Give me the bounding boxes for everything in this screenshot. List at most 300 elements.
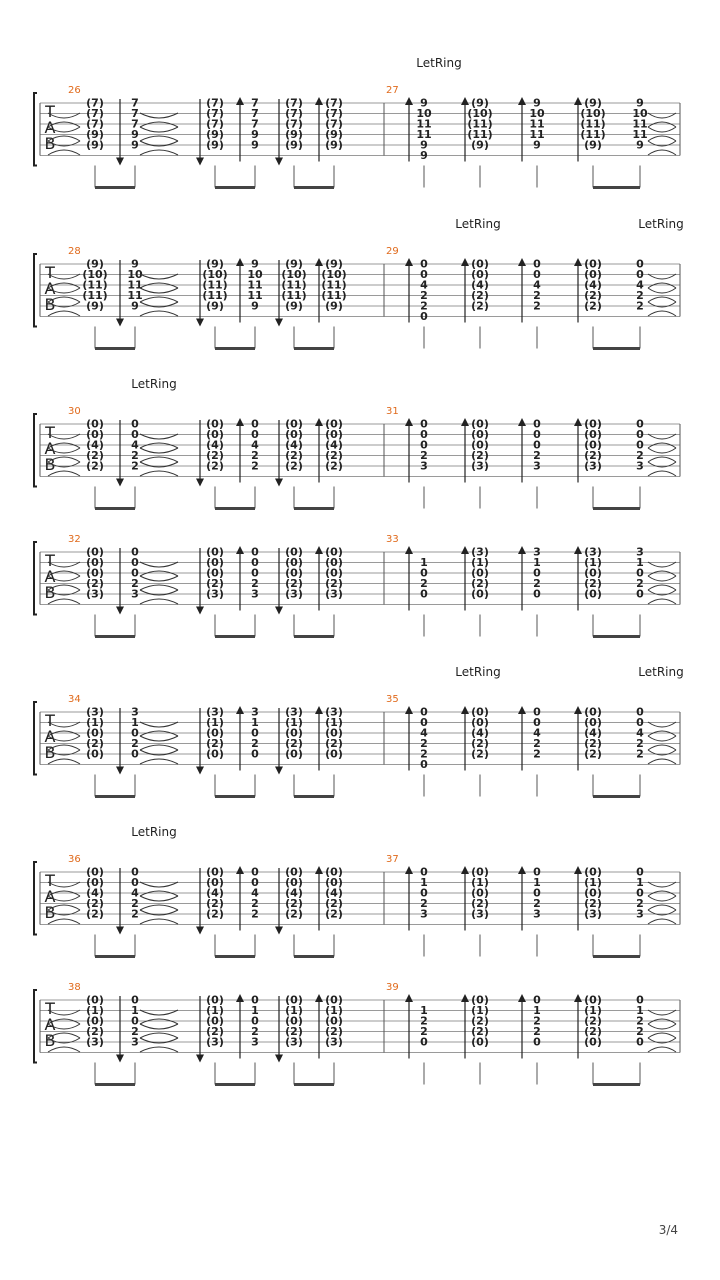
fret-number: 4 (251, 438, 259, 452)
fret-number: 9 (420, 96, 428, 110)
tab-clef-letter: A (44, 727, 56, 746)
fret-number: 11 (529, 128, 545, 141)
fret-number: (0) (471, 566, 489, 580)
fret-number: 0 (420, 257, 428, 271)
fret-number: (2) (471, 577, 489, 590)
fret-number: 2 (636, 1025, 644, 1038)
fret-number: (3) (285, 587, 303, 601)
fret-number: 1 (131, 716, 139, 729)
fret-number: (2) (206, 459, 224, 473)
fret-number: (0) (285, 545, 303, 559)
fret-number: 0 (533, 1035, 541, 1049)
fret-number: (0) (471, 587, 489, 601)
fret-number: (1) (86, 1004, 104, 1017)
fret-number: (0) (325, 417, 343, 431)
strum-up-arrow (461, 994, 469, 1002)
fret-number: 2 (131, 449, 139, 462)
fret-number: (1) (584, 556, 602, 569)
fret-number: (2) (471, 1025, 489, 1038)
tie-arc (140, 919, 178, 924)
fret-number: 1 (533, 1004, 541, 1017)
fret-number: (7) (206, 96, 224, 110)
fret-number: 9 (420, 138, 428, 152)
strum-up-arrow (236, 706, 244, 714)
fret-number: 3 (131, 1035, 139, 1049)
fret-number: (9) (325, 128, 343, 141)
fret-number: 0 (251, 566, 259, 580)
fret-number: (0) (584, 705, 602, 719)
fret-number: (10) (202, 268, 228, 281)
fret-number: 0 (636, 566, 644, 580)
tie-arc (648, 905, 676, 910)
fret-number: (2) (471, 449, 489, 462)
fret-number: 3 (636, 907, 644, 921)
fret-number: (0) (584, 1035, 602, 1049)
strum-up-arrow (236, 866, 244, 874)
fret-number: 11 (632, 117, 648, 131)
fret-number: (2) (285, 1025, 303, 1038)
measure-number: 33 (386, 534, 399, 545)
fret-number: (3) (471, 545, 489, 559)
measure-number: 29 (386, 246, 399, 257)
fret-number: 11 (529, 117, 545, 131)
strum-up-arrow (405, 866, 413, 874)
fret-number: 0 (636, 716, 644, 729)
strum-down-arrow (275, 1055, 283, 1063)
fret-number: (2) (325, 737, 343, 750)
fret-number: (11) (467, 128, 493, 141)
fret-number: 2 (131, 897, 139, 910)
fret-number: (1) (584, 1004, 602, 1017)
fret-number: (2) (471, 289, 489, 302)
fret-number: 11 (416, 128, 432, 141)
fret-number: (0) (86, 865, 104, 879)
fret-number: (2) (206, 737, 224, 750)
fret-number: (0) (471, 705, 489, 719)
fret-number: (0) (285, 428, 303, 441)
fret-number: (4) (584, 278, 602, 292)
fret-number: (11) (321, 278, 347, 292)
fret-number: 0 (131, 865, 139, 879)
strum-down-arrow (275, 927, 283, 935)
fret-number: (3) (584, 545, 602, 559)
fret-number: 0 (420, 566, 428, 580)
fret-number: (1) (471, 556, 489, 569)
fret-number: (2) (86, 737, 104, 750)
fret-number: (3) (206, 1035, 224, 1049)
fret-number: 0 (533, 566, 541, 580)
fret-number: (0) (471, 417, 489, 431)
fret-number: 3 (636, 459, 644, 473)
fret-number: 2 (636, 1014, 644, 1028)
tab-clef-letter: T (45, 551, 55, 570)
fret-number: 0 (131, 993, 139, 1007)
tie-arc (648, 896, 676, 901)
fret-number: (1) (86, 716, 104, 729)
fret-number: (0) (325, 865, 343, 879)
fret-number: 2 (636, 577, 644, 590)
fret-number: (0) (86, 545, 104, 559)
tab-clef-letter: B (44, 743, 56, 762)
let-ring-label: LetRing (638, 665, 684, 679)
tie-arc (140, 905, 178, 910)
measure-number: 38 (68, 982, 81, 993)
tab-clef-letter: A (44, 439, 56, 458)
fret-number: (9) (285, 138, 303, 152)
fret-number: 2 (131, 907, 139, 921)
strum-up-arrow (236, 97, 244, 105)
fret-number: (0) (471, 1035, 489, 1049)
fret-number: (9) (86, 138, 104, 152)
tie-arc (140, 1047, 178, 1052)
fret-number: (0) (584, 865, 602, 879)
strum-down-arrow (196, 927, 204, 935)
strum-up-arrow (461, 866, 469, 874)
strum-up-arrow (315, 258, 323, 266)
fret-number: 0 (636, 438, 644, 452)
fret-number: 9 (131, 128, 139, 141)
fret-number: 0 (636, 257, 644, 271)
fret-number: 0 (420, 865, 428, 879)
fret-number: 0 (131, 726, 139, 740)
fret-number: (11) (202, 278, 228, 292)
fret-number: 0 (251, 545, 259, 559)
fret-number: (3) (325, 1035, 343, 1049)
fret-number: 2 (533, 1014, 541, 1028)
fret-number: (7) (285, 107, 303, 120)
fret-number: 0 (420, 428, 428, 441)
tab-clef-letter: A (44, 1015, 56, 1034)
fret-number: 2 (420, 1014, 428, 1028)
fret-number: (0) (206, 865, 224, 879)
measure-number: 26 (68, 85, 81, 96)
tab-clef-letter: T (45, 102, 55, 121)
strum-down-arrow (196, 607, 204, 615)
measure-number: 32 (68, 534, 81, 545)
fret-number: 2 (420, 449, 428, 462)
fret-number: 1 (420, 1004, 428, 1017)
fret-number: (0) (285, 417, 303, 431)
fret-number: (0) (285, 876, 303, 889)
fret-number: 0 (251, 876, 259, 889)
fret-number: 4 (533, 278, 541, 292)
strum-up-arrow (574, 866, 582, 874)
fret-number: 4 (131, 886, 139, 900)
strum-up-arrow (405, 994, 413, 1002)
fret-number: (9) (325, 299, 343, 313)
tab-clef-letter: A (44, 279, 56, 298)
fret-number: (11) (82, 278, 108, 292)
fret-number: (2) (325, 577, 343, 590)
fret-number: 0 (131, 1014, 139, 1028)
fret-number: 0 (420, 587, 428, 601)
fret-number: 7 (251, 117, 259, 131)
fret-number: (0) (86, 726, 104, 740)
fret-number: 2 (420, 737, 428, 750)
tie-arc (648, 1024, 676, 1029)
fret-number: (7) (86, 107, 104, 120)
fret-number: (0) (86, 566, 104, 580)
strum-up-arrow (461, 706, 469, 714)
fret-number: 2 (251, 449, 259, 462)
fret-number: (7) (206, 107, 224, 120)
fret-number: (11) (202, 289, 228, 302)
strum-up-arrow (574, 546, 582, 554)
strum-down-arrow (116, 158, 124, 166)
tie-arc (648, 736, 676, 741)
fret-number: (4) (285, 886, 303, 900)
fret-number: 2 (251, 897, 259, 910)
strum-up-arrow (461, 97, 469, 105)
fret-number: (2) (86, 449, 104, 462)
fret-number: (11) (321, 289, 347, 302)
fret-number: (0) (86, 993, 104, 1007)
fret-number: 0 (131, 747, 139, 761)
fret-number: (2) (471, 747, 489, 761)
fret-number: 9 (131, 299, 139, 313)
fret-number: 0 (251, 747, 259, 761)
let-ring-label: LetRing (455, 217, 501, 231)
let-ring-label: LetRing (638, 217, 684, 231)
fret-number: 0 (420, 716, 428, 729)
strum-up-arrow (518, 706, 526, 714)
fret-number: (4) (325, 438, 343, 452)
strum-down-arrow (116, 607, 124, 615)
fret-number: 0 (251, 428, 259, 441)
strum-up-arrow (518, 258, 526, 266)
fret-number: (0) (206, 726, 224, 740)
fret-number: (0) (471, 257, 489, 271)
fret-number: (0) (584, 993, 602, 1007)
fret-number: (7) (285, 96, 303, 110)
fret-number: 9 (533, 96, 541, 110)
tab-clef-letter: B (44, 1031, 56, 1050)
fret-number: (0) (325, 993, 343, 1007)
fret-number: 7 (131, 107, 139, 120)
fret-number: 0 (420, 1035, 428, 1049)
fret-number: (0) (471, 886, 489, 900)
strum-up-arrow (405, 97, 413, 105)
strum-up-arrow (405, 258, 413, 266)
fret-number: 0 (131, 876, 139, 889)
fret-number: (1) (285, 716, 303, 729)
measure-number: 35 (386, 694, 399, 705)
fret-number: 10 (632, 107, 648, 120)
fret-number: 2 (251, 1025, 259, 1038)
fret-number: (2) (584, 1014, 602, 1028)
fret-number: (11) (580, 128, 606, 141)
tie-arc (140, 736, 178, 741)
strum-up-arrow (315, 546, 323, 554)
fret-number: 2 (420, 1025, 428, 1038)
fret-number: 2 (251, 737, 259, 750)
strum-up-arrow (518, 994, 526, 1002)
fret-number: (2) (584, 747, 602, 761)
tab-clef-letter: B (44, 455, 56, 474)
fret-number: (9) (86, 257, 104, 271)
strum-up-arrow (405, 418, 413, 426)
fret-number: 9 (636, 138, 644, 152)
fret-number: 2 (533, 747, 541, 761)
fret-number: (0) (86, 556, 104, 569)
tie-arc (140, 127, 178, 132)
let-ring-label: LetRing (131, 825, 177, 839)
tie-arc (140, 1024, 178, 1029)
fret-number: 0 (131, 428, 139, 441)
fret-number: (4) (285, 438, 303, 452)
fret-number: 11 (127, 278, 143, 292)
fret-number: (0) (584, 417, 602, 431)
fret-number: 4 (251, 886, 259, 900)
fret-number: 2 (420, 897, 428, 910)
fret-number: 0 (533, 886, 541, 900)
fret-number: (4) (206, 438, 224, 452)
fret-number: (0) (471, 428, 489, 441)
fret-number: (0) (471, 716, 489, 729)
fret-number: 1 (131, 1004, 139, 1017)
fret-number: 9 (533, 138, 541, 152)
fret-number: (4) (325, 886, 343, 900)
fret-number: 2 (636, 289, 644, 302)
fret-number: 0 (533, 716, 541, 729)
tab-clef-letter: T (45, 871, 55, 890)
strum-up-arrow (518, 866, 526, 874)
let-ring-label: LetRing (131, 377, 177, 391)
fret-number: (2) (285, 449, 303, 462)
fret-number: 0 (636, 268, 644, 281)
fret-number: 11 (247, 289, 263, 302)
strum-down-arrow (275, 158, 283, 166)
fret-number: 2 (131, 1025, 139, 1038)
fret-number: 2 (420, 747, 428, 761)
fret-number: (4) (471, 726, 489, 740)
fret-number: 10 (416, 107, 432, 120)
fret-number: (2) (86, 459, 104, 473)
tie-arc (140, 1033, 178, 1038)
fret-number: (0) (206, 993, 224, 1007)
tab-clef-letter: B (44, 903, 56, 922)
fret-number: (0) (584, 428, 602, 441)
fret-number: 0 (420, 705, 428, 719)
fret-number: 10 (127, 268, 143, 281)
fret-number: (2) (471, 1014, 489, 1028)
fret-number: 1 (420, 556, 428, 569)
system-bracket (34, 254, 37, 327)
fret-number: (0) (206, 747, 224, 761)
fret-number: (0) (325, 556, 343, 569)
fret-number: 2 (533, 449, 541, 462)
fret-number: 3 (420, 459, 428, 473)
fret-number: (2) (325, 897, 343, 910)
fret-number: 0 (533, 993, 541, 1007)
fret-number: 2 (533, 1025, 541, 1038)
fret-number: (7) (325, 107, 343, 120)
tab-clef-letter: T (45, 423, 55, 442)
fret-number: 0 (251, 1014, 259, 1028)
fret-number: (1) (471, 1004, 489, 1017)
system-bracket (34, 542, 37, 615)
fret-number: (0) (584, 257, 602, 271)
fret-number: 0 (533, 705, 541, 719)
system-bracket (34, 93, 37, 166)
strum-up-arrow (315, 97, 323, 105)
strum-down-arrow (196, 319, 204, 327)
tie-arc (648, 1047, 676, 1052)
fret-number: 9 (251, 299, 259, 313)
fret-number: (4) (206, 886, 224, 900)
strum-down-arrow (196, 158, 204, 166)
fret-number: (2) (584, 577, 602, 590)
fret-number: (0) (471, 438, 489, 452)
fret-number: (10) (467, 107, 493, 120)
tab-clef-letter: B (44, 134, 56, 153)
fret-number: 9 (131, 138, 139, 152)
strum-down-arrow (116, 1055, 124, 1063)
measure-number: 34 (68, 694, 81, 705)
system-bracket (34, 702, 37, 775)
fret-number: (2) (285, 897, 303, 910)
fret-number: 9 (636, 96, 644, 110)
tie-arc (648, 288, 676, 293)
fret-number: (9) (86, 128, 104, 141)
fret-number: (2) (285, 577, 303, 590)
fret-number: (2) (206, 907, 224, 921)
fret-number: (0) (206, 417, 224, 431)
fret-number: 2 (636, 897, 644, 910)
fret-number: 4 (533, 726, 541, 740)
fret-number: (0) (206, 876, 224, 889)
measure-number: 36 (68, 854, 81, 865)
fret-number: (2) (584, 897, 602, 910)
fret-number: (0) (206, 1014, 224, 1028)
fret-number: (11) (281, 289, 307, 302)
fret-number: 2 (533, 737, 541, 750)
fret-number: (0) (86, 876, 104, 889)
fret-number: (3) (584, 907, 602, 921)
fret-number: 0 (533, 428, 541, 441)
strum-up-arrow (518, 97, 526, 105)
system-bracket (34, 990, 37, 1063)
fret-number: (9) (206, 299, 224, 313)
fret-number: (9) (471, 96, 489, 110)
tie-arc (140, 311, 178, 316)
fret-number: 0 (251, 865, 259, 879)
tie-arc (140, 759, 178, 764)
fret-number: 9 (131, 257, 139, 271)
fret-number: (2) (86, 577, 104, 590)
fret-number: 3 (533, 459, 541, 473)
strum-up-arrow (315, 418, 323, 426)
fret-number: 10 (247, 268, 263, 281)
strum-down-arrow (275, 479, 283, 487)
fret-number: (9) (285, 299, 303, 313)
fret-number: (0) (584, 268, 602, 281)
fret-number: 2 (636, 299, 644, 313)
fret-number: (0) (285, 726, 303, 740)
fret-number: 11 (127, 289, 143, 302)
fret-number: (2) (584, 449, 602, 462)
fret-number: 0 (131, 566, 139, 580)
strum-down-arrow (116, 767, 124, 775)
fret-number: (0) (584, 886, 602, 900)
fret-number: 3 (251, 1035, 259, 1049)
fret-number: (3) (285, 1035, 303, 1049)
tie-arc (648, 448, 676, 453)
fret-number: (7) (285, 117, 303, 131)
strum-down-arrow (116, 927, 124, 935)
fret-number: (0) (325, 566, 343, 580)
fret-number: 1 (533, 876, 541, 889)
